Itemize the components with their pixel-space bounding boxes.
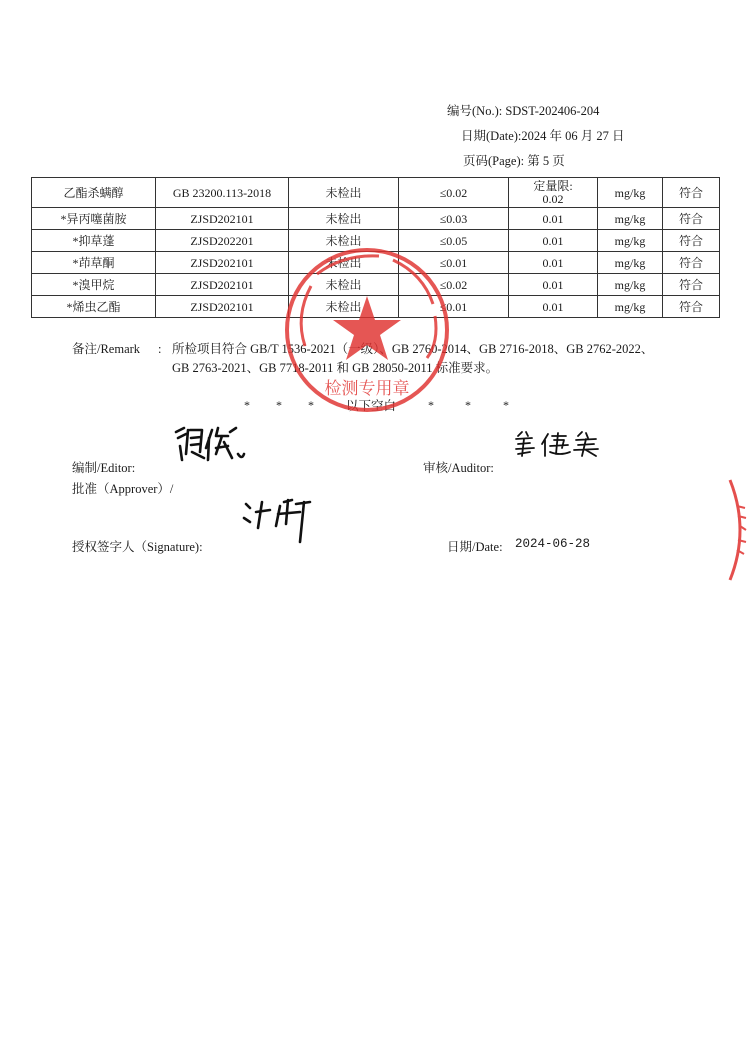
cell-lod-value: 0.02 bbox=[542, 191, 564, 206]
cell-lod bbox=[509, 178, 598, 208]
cell-limit: ≤0.03 bbox=[399, 208, 509, 230]
approver-signature bbox=[240, 496, 320, 548]
cell-judgement: 符合 bbox=[663, 178, 720, 208]
editor-label: 编制/Editor: bbox=[72, 461, 136, 475]
cell-judgement: 符合 bbox=[663, 274, 720, 296]
cell-item: *抑草蓬 bbox=[32, 230, 156, 252]
table-row bbox=[32, 208, 720, 230]
cell-method: ZJSD202101 bbox=[156, 296, 289, 318]
cell-method: ZJSD202101 bbox=[156, 274, 289, 296]
end-star: * bbox=[244, 398, 250, 412]
seal-text: 检测专用章 bbox=[324, 379, 410, 399]
end-marker-text: 以下空白 bbox=[346, 399, 397, 413]
cell-result: 未检出 bbox=[289, 252, 399, 274]
cell-lod: 0.01 bbox=[509, 296, 598, 318]
remark-label: 备注/Remark bbox=[72, 342, 141, 356]
cell-judgement: 符合 bbox=[663, 230, 720, 252]
end-star: * bbox=[276, 398, 282, 412]
cell-method: ZJSD202101 bbox=[156, 252, 289, 274]
cell-item: *溴甲烷 bbox=[32, 274, 156, 296]
end-star: * bbox=[465, 398, 471, 412]
remark-colon: : bbox=[158, 342, 162, 356]
end-star: * bbox=[428, 398, 434, 412]
end-star: * bbox=[503, 398, 509, 412]
cell-lod: 0.01 bbox=[509, 252, 598, 274]
cell-limit: ≤0.02 bbox=[399, 178, 509, 208]
cell-method: ZJSD202201 bbox=[156, 230, 289, 252]
report-number: 编号(No.): SDST-202406-204 bbox=[447, 104, 600, 118]
cell-lod: 0.01 bbox=[509, 230, 598, 252]
cell-result: 未检出 bbox=[289, 230, 399, 252]
cell-item: 乙酯杀螨醇 bbox=[32, 178, 156, 208]
editor-signature bbox=[172, 424, 254, 464]
cell-result: 未检出 bbox=[289, 274, 399, 296]
cell-judgement: 符合 bbox=[663, 296, 720, 318]
cell-judgement: 符合 bbox=[663, 252, 720, 274]
cell-limit: ≤0.01 bbox=[399, 252, 509, 274]
cell-limit: ≤0.05 bbox=[399, 230, 509, 252]
cell-result: 未检出 bbox=[289, 208, 399, 230]
cell-result: 未检出 bbox=[289, 296, 399, 318]
remark-line-1: 所检项目符合 GB/T 1536-2021（一级）、GB 2760-2014、GB 2716-2018、GB 2762-2022、 bbox=[172, 342, 654, 356]
cell-limit: ≤0.01 bbox=[399, 296, 509, 318]
cell-limit: ≤0.02 bbox=[399, 274, 509, 296]
approver-label: 批准（Approver）/ bbox=[72, 482, 174, 496]
table-row bbox=[32, 178, 720, 208]
cell-unit: mg/kg bbox=[598, 296, 663, 318]
signature-date-label: 日期/Date: bbox=[447, 540, 503, 554]
cell-item: *异丙噻菌胺 bbox=[32, 208, 156, 230]
official-seal-stamp bbox=[283, 246, 451, 414]
cross-page-seal bbox=[728, 478, 750, 582]
auditor-signature bbox=[512, 430, 602, 458]
remark-line-2: GB 2763-2021、GB 7718-2011 和 GB 28050-2011 标准要求。 bbox=[172, 361, 499, 375]
cell-method: ZJSD202101 bbox=[156, 208, 289, 230]
cell-result: 未检出 bbox=[289, 178, 399, 208]
cell-method: GB 23200.113-2018 bbox=[156, 178, 289, 208]
signatory-label: 授权签字人（Signature): bbox=[72, 540, 203, 554]
end-star: * bbox=[308, 398, 314, 412]
auditor-label: 审核/Auditor: bbox=[423, 461, 494, 475]
cell-item: *茚草酮 bbox=[32, 252, 156, 274]
report-date: 日期(Date):2024 年 06 月 27 日 bbox=[461, 129, 625, 143]
cell-unit: mg/kg bbox=[598, 178, 663, 208]
signature-date-value: 2024-06-28 bbox=[515, 537, 591, 551]
cell-judgement: 符合 bbox=[663, 208, 720, 230]
cell-unit: mg/kg bbox=[598, 208, 663, 230]
cell-lod: 0.01 bbox=[509, 274, 598, 296]
cell-unit: mg/kg bbox=[598, 274, 663, 296]
page-number: 页码(Page): 第 5 页 bbox=[463, 154, 565, 168]
cell-item: *烯虫乙酯 bbox=[32, 296, 156, 318]
cell-lod: 0.01 bbox=[509, 208, 598, 230]
cell-lod-label: 定量限: bbox=[533, 178, 573, 193]
cell-unit: mg/kg bbox=[598, 230, 663, 252]
cell-unit: mg/kg bbox=[598, 252, 663, 274]
